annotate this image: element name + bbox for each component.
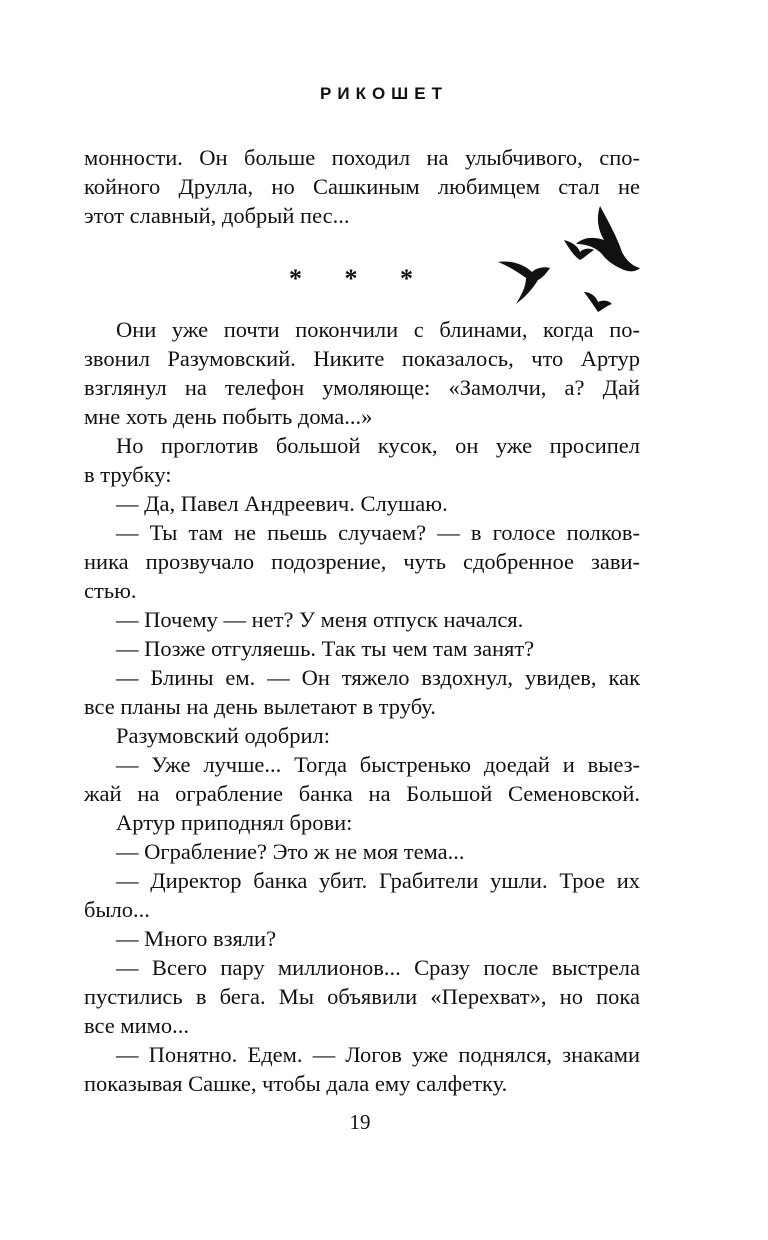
section-separator: * * * <box>289 264 431 293</box>
text-line: было... <box>84 897 150 922</box>
text-line: — Ограбление? Это ж не моя тема... <box>116 839 465 864</box>
text-line: — Директор банка убит. Грабители ушли. Трое их <box>116 868 640 893</box>
page-number: 19 <box>349 1110 371 1134</box>
text-line: жай на ограбление банка на Большой Семеновской. <box>84 781 640 806</box>
text-line: — Ты там не пьешь случаем? — в голосе полков- <box>116 520 640 545</box>
text-line: — Да, Павел Андреевич. Слушаю. <box>116 491 448 516</box>
flying-birds-illustration <box>492 200 642 315</box>
text-line: этот славный, добрый пес... <box>84 203 350 228</box>
bird-bottom-icon <box>584 292 612 312</box>
text-line: все мимо... <box>84 1013 190 1038</box>
text-line: Они уже почти покончили с блинами, когда по- <box>116 317 640 342</box>
text-line: показывая Сашке, чтобы дала ему салфетку. <box>84 1071 508 1096</box>
text-line: стью. <box>84 578 137 603</box>
text-line: Разумовский одобрил: <box>116 723 330 748</box>
bird-large-icon <box>576 206 640 271</box>
text-line: в трубку: <box>84 462 172 487</box>
text-line: взглянул на телефон умоляюще: «Замолчи, а? Дай <box>84 375 640 400</box>
text-line: койного Друлла, но Сашкиным любимцем стал не <box>84 174 640 199</box>
text-block-main <box>84 315 640 1098</box>
text-line: пустились в бега. Мы объявили «Перехват», но пока <box>84 984 640 1009</box>
text-line: — Блины ем. — Он тяжело вздохнул, увидев, как <box>116 665 640 690</box>
text-line: — Понятно. Едем. — Логов уже поднялся, знаками <box>116 1042 640 1067</box>
text-line: монности. Он больше походил на улыбчивого, спо- <box>84 145 640 170</box>
text-line: Артур приподнял брови: <box>116 810 353 835</box>
text-line: все планы на день вылетают в трубу. <box>84 694 436 719</box>
text-line: — Уже лучше... Тогда быстренько доедай и выез- <box>116 752 640 777</box>
text-line: звонил Разумовский. Никите показалось, что Артур <box>84 346 640 371</box>
text-line: ника прозвучало подозрение, чуть сдобренное зави- <box>84 549 640 574</box>
text-line: Но проглотив большой кусок, он уже просипел <box>116 433 640 458</box>
text-line: — Почему — нет? У меня отпуск начался. <box>116 607 524 632</box>
text-line: — Позже отгуляешь. Так ты чем там занят? <box>116 636 535 661</box>
text-line: мне хоть день побыть дома...» <box>84 404 373 429</box>
text-line: — Всего пару миллионов... Сразу после выстрела <box>116 955 640 980</box>
running-title: РИКОШЕТ <box>320 84 448 103</box>
text-line: — Много взяли? <box>116 926 277 951</box>
